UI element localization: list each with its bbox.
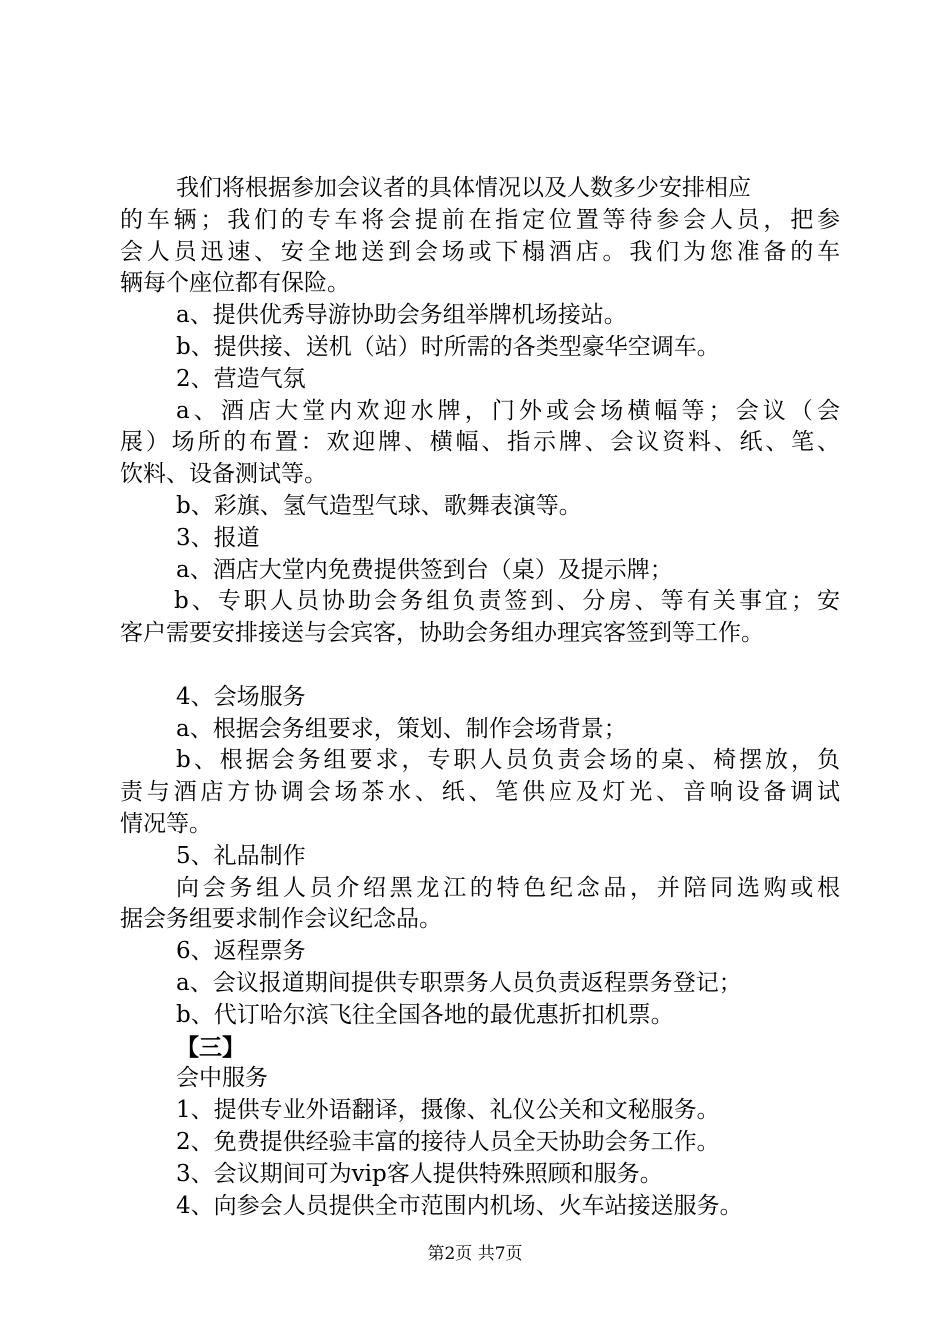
section-heading: 4、会场服务 <box>176 683 306 710</box>
list-item: b、彩旗、氢气造型气球、歌舞表演等。 <box>176 492 582 519</box>
list-item: 1、提供专业外语翻译，摄像、礼仪公关和文秘服务。 <box>176 1097 720 1124</box>
paragraph-line: 饮料、设备测试等。 <box>120 461 327 488</box>
list-item: b、提供接、送机（站）时所需的各类型豪华空调车。 <box>176 333 720 360</box>
section-heading: 5、礼品制作 <box>176 842 306 869</box>
paragraph-line: 我们将根据参加会议者的具体情况以及人数多少安排相应 <box>176 175 751 201</box>
list-item: b、根据会务组要求，专职人员负责会场的桌、椅摆放，负 <box>176 747 840 774</box>
paragraph-line: 的车辆；我们的专车将会提前在指定位置等待参会人员，把参 <box>120 206 840 233</box>
document-body <box>120 173 840 1222</box>
list-item: 2、免费提供经验丰富的接待人员全天协助会务工作。 <box>176 1128 720 1155</box>
paragraph-line: 向会务组人员介绍黑龙江的特色纪念品，并陪同选购或根 <box>176 874 840 901</box>
paragraph-line: 责与酒店方协调会场茶水、纸、笔供应及灯光、音响设备调试 <box>120 779 840 806</box>
paragraph-line: 会人员迅速、安全地送到会场或下榻酒店。我们为您准备的车 <box>120 238 840 265</box>
paragraph-line: 情况等。 <box>120 810 212 837</box>
list-item: b、专职人员协助会务组负责签到、分房、等有关事宜；安 <box>174 588 840 615</box>
page-number-footer: 第2页 共7页 <box>427 1244 523 1264</box>
list-item: a、酒店大堂内免费提供签到台（桌）及提示牌； <box>176 556 673 583</box>
section-heading: 2、营造气氛 <box>176 365 306 392</box>
paragraph-line: 展）场所的布置：欢迎牌、横幅、指示牌、会议资料、纸、笔、 <box>120 429 840 456</box>
paragraph-line: 据会务组要求制作会议纪念品。 <box>120 906 442 933</box>
section-heading: 6、返程票务 <box>176 938 306 965</box>
section-heading: 3、报道 <box>176 524 260 551</box>
blank-line <box>120 650 840 682</box>
section-heading: 会中服务 <box>176 1065 268 1092</box>
section-marker: 【三】 <box>176 1033 245 1061</box>
list-item: 3、会议期间可为vip客人提供特殊照顾和服务。 <box>176 1160 663 1187</box>
list-item: a、提供优秀导游协助会务组举牌机场接站。 <box>176 302 627 329</box>
list-item: b、代订哈尔滨飞往全国各地的最优惠折扣机票。 <box>176 1001 674 1028</box>
paragraph-line: 辆每个座位都有保险。 <box>120 270 350 297</box>
list-item: 4、向参会人员提供全市范围内机场、火车站接送服务。 <box>176 1192 743 1219</box>
list-item: a、根据会务组要求，策划、制作会场背景； <box>176 715 627 742</box>
list-item: a、酒店大堂内欢迎水牌，门外或会场横幅等；会议（会 <box>176 397 840 424</box>
list-item: a、会议报道期间提供专职票务人员负责返程票务登记； <box>176 969 742 996</box>
paragraph-line: 客户需要安排接送与会宾客，协助会务组办理宾客签到等工作。 <box>120 620 764 647</box>
